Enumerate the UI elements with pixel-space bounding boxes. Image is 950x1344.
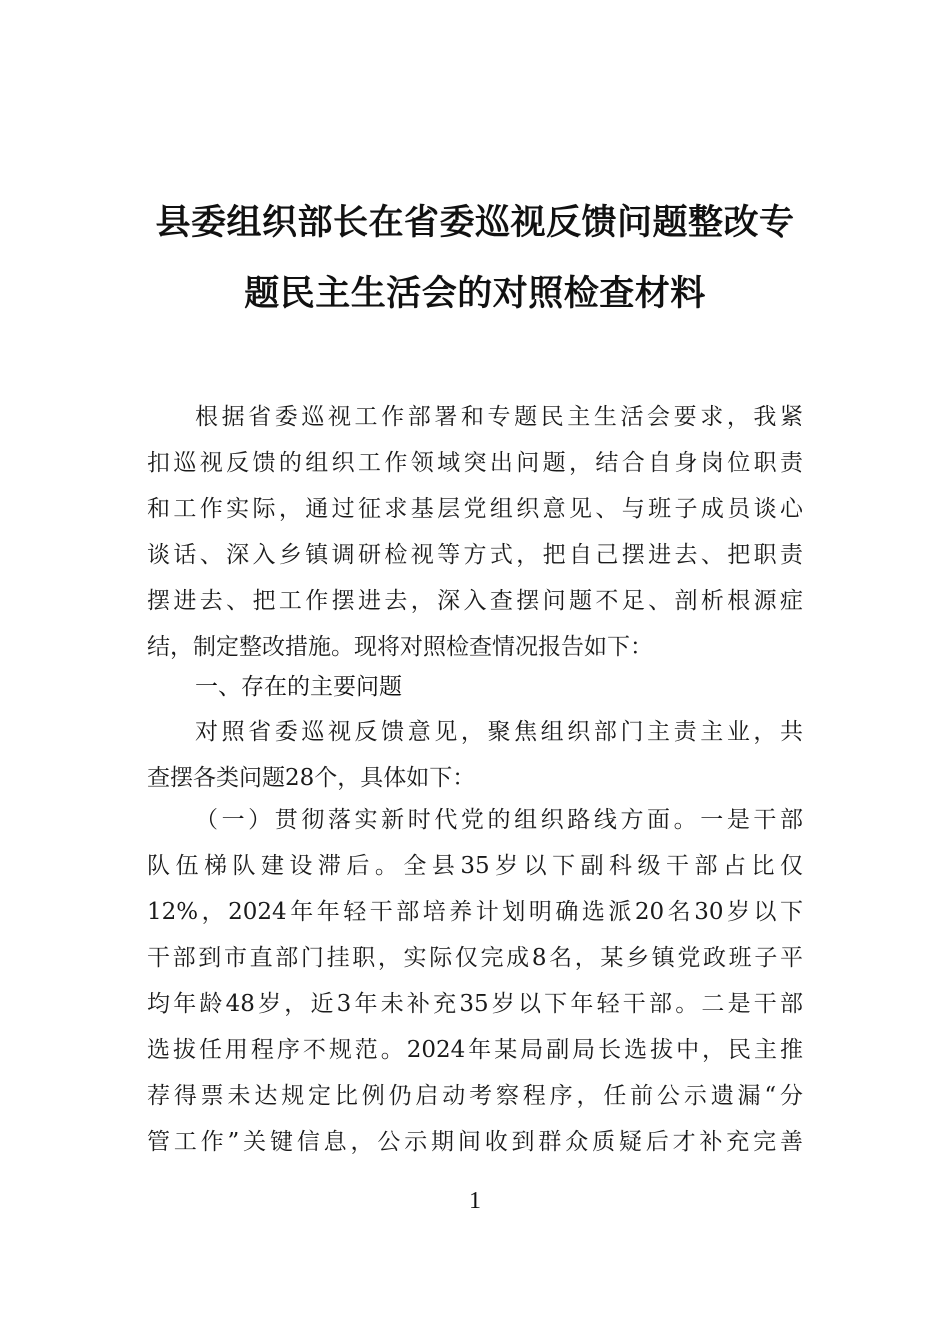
document-title-line-1: 县委组织部长在省委巡视反馈问题整改专 [155, 203, 795, 243]
paragraph-line: （一）贯彻落实新时代党的组织路线方面。一是干部 [195, 807, 803, 833]
paragraph-line: 扣巡视反馈的组织工作领域突出问题，结合自身岗位职责 [147, 450, 803, 476]
paragraph-line: 根据省委巡视工作部署和专题民主生活会要求，我紧 [195, 404, 803, 430]
paragraph-line: 选拔任用程序不规范。2024年某局副局长选拔中，民主推 [147, 1037, 803, 1063]
paragraph-line: 12%，2024年年轻干部培养计划明确选派20名30岁以下 [147, 899, 803, 925]
paragraph-line: 谈话、深入乡镇调研检视等方式，把自己摆进去、把职责 [147, 542, 803, 568]
paragraph-line: 对照省委巡视反馈意见，聚焦组织部门主责主业，共 [195, 719, 803, 745]
paragraph-line: 荐得票未达规定比例仍启动考察程序，任前公示遗漏“分 [147, 1083, 803, 1109]
paragraph-line: 均年龄48岁，近3年未补充35岁以下年轻干部。二是干部 [147, 991, 803, 1017]
paragraph-line: 和工作实际，通过征求基层党组织意见、与班子成员谈心 [147, 496, 803, 522]
page-number: 1 [469, 1188, 481, 1214]
section-heading: 一、存在的主要问题 [195, 674, 402, 700]
document-title-line-2: 题民主生活会的对照检查材料 [244, 274, 706, 314]
paragraph-line: 队伍梯队建设滞后。全县35岁以下副科级干部占比仅 [147, 853, 803, 879]
paragraph-line: 干部到市直部门挂职，实际仅完成8名，某乡镇党政班子平 [147, 945, 803, 971]
paragraph-line: 管工作”关键信息，公示期间收到群众质疑后才补充完善 [147, 1129, 803, 1155]
paragraph-line: 结，制定整改措施。现将对照检查情况报告如下： [147, 634, 653, 660]
paragraph-line: 摆进去、把工作摆进去，深入查摆问题不足、剖析根源症 [147, 588, 803, 614]
paragraph-line: 查摆各类问题28个，具体如下： [147, 765, 476, 791]
